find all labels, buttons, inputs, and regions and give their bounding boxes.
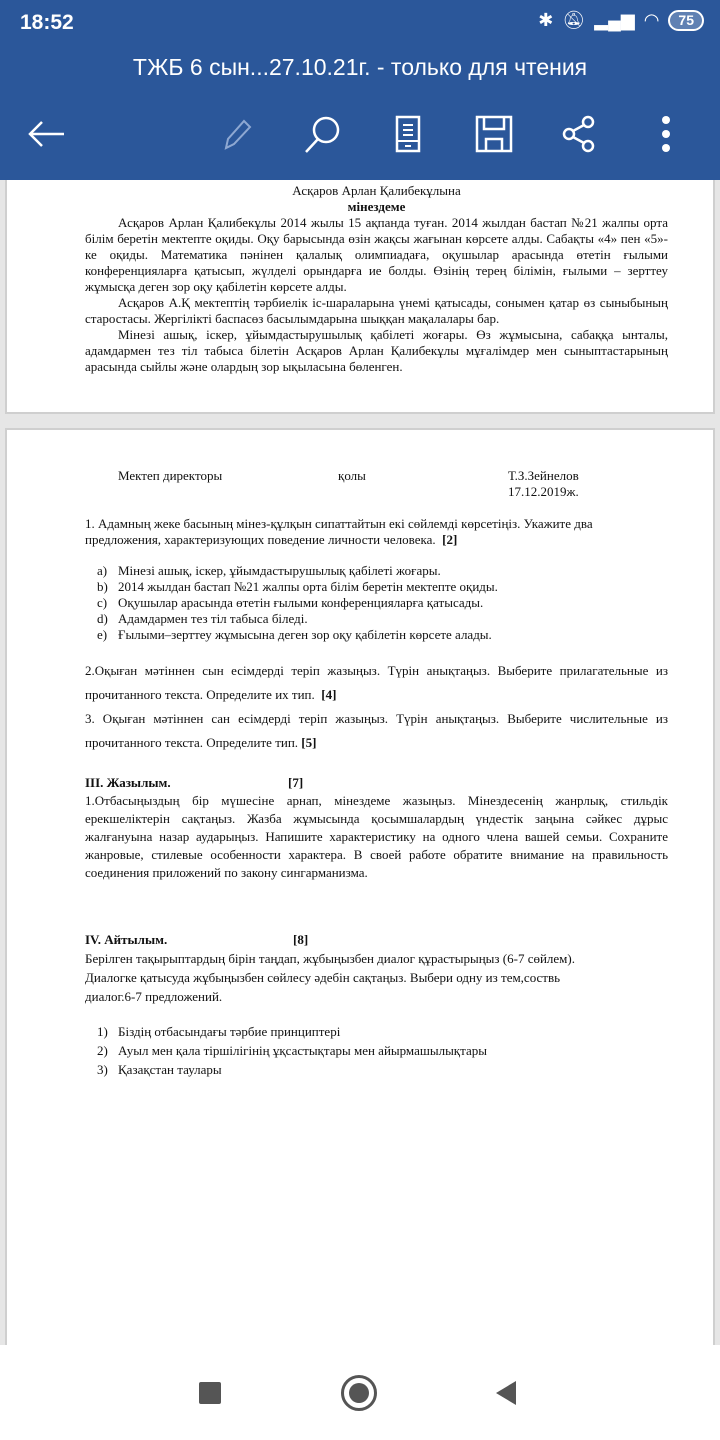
share-icon — [560, 114, 598, 154]
status-icons — [538, 10, 704, 31]
question-score: [2] — [442, 532, 458, 547]
back-icon — [26, 119, 66, 149]
page1-content — [85, 183, 668, 375]
share-button[interactable] — [557, 112, 601, 156]
option-item: d) Адамдармен тез тіл табыса біледі. — [97, 611, 308, 626]
document-title: ТЖБ 6 сын...27.10.21г. - только для чтения — [132, 54, 588, 80]
edit-button[interactable] — [214, 112, 258, 156]
question-text: 1. Адамның жеке басының мінез-құлқын сипаттайтын екі сөйлемді көрсетіңіз. Укажите два предложения, характеризующих поведение личности человека. — [85, 516, 593, 547]
mobile-view-button[interactable] — [386, 112, 430, 156]
back-nav-button[interactable] — [494, 1380, 518, 1406]
bluetooth-icon: ✱ — [538, 10, 554, 30]
question-text: 3. Оқыған мәтіннен сан есімдерді теріп жазыңыз. Түрін анықтаңыз. Выберите числительные из прочитанного текста. Определите тип. — [85, 711, 668, 750]
section-title: IV. Айтылым. — [85, 932, 168, 947]
status-time: 18:52 — [20, 11, 74, 34]
save-icon — [475, 115, 513, 153]
section-score: [7] — [288, 775, 304, 790]
home-button[interactable] — [341, 1375, 377, 1411]
recipient-name: Асқаров Арлан Қалибекұлына — [292, 183, 461, 198]
more-button[interactable] — [644, 112, 688, 156]
mute-bell-icon: 🔕︎ — [562, 10, 586, 30]
wifi-icon: ◠ — [643, 10, 660, 30]
section-line: диалог.6-7 предложений. — [85, 989, 223, 1004]
system-nav-bar — [0, 1345, 720, 1440]
recents-button[interactable] — [199, 1382, 221, 1404]
question-score: [5] — [301, 735, 317, 750]
section-writing — [85, 774, 668, 882]
topic-item: 1) Біздің отбасындағы тәрбие принциптері — [97, 1024, 341, 1039]
mobile-view-icon — [395, 115, 421, 153]
question-score: [4] — [321, 687, 337, 702]
section-line: Берілген тақырыптардың бірін таңдап, жұбыңызбен диалог құрастырыңыз (6-7 сөйлем). — [85, 951, 575, 966]
back-button[interactable] — [24, 112, 68, 156]
signature-name: Т.З.Зейнелов — [508, 468, 579, 483]
doc-heading: мінездеме — [347, 199, 406, 214]
paragraph: Асқаров А.Қ мектептің тәрбиелік іс-шараларына үнемі қатысады, сонымен қатар өз сыныбының старостасы. Жергілікті баспасөз басылымдарына шыққан мақалалары бар. — [85, 295, 668, 326]
edit-icon — [218, 116, 254, 152]
section-line: Диалогке қатысуда жұбыңызбен сөйлесу әдебін сақтаңыз. Выбери одну из тем,соствь — [85, 970, 561, 985]
search-icon — [302, 114, 342, 154]
option-item: c) Оқушылар арасында өтетін ғылыми конференцияларға қатысады. — [97, 595, 484, 610]
section-text: 1.Отбасыңыздың бір мүшесіне арнап, мінездеме жазыңыз. Мінездесенің жанрлық, стильдік ерекшеліктерін сақтаңыз. Жазба жұмысында қосымшалардың үндестік заңына сәйкес дұрыс жалғануына назар аударыңыз. Напишите характеристику на одного члена вашей семьи. Сохраните жанровые, стилевые особенности характера. В своей работе обратите внимание на правильность соединения приложений по закону сингарманизма. — [85, 793, 668, 880]
more-icon — [661, 115, 671, 153]
signature-sign: қолы — [338, 468, 366, 483]
app-header — [0, 0, 720, 180]
option-item: e) Ғылыми–зерттеу жұмысына деген зор оқу қабілетін көрсете алады. — [97, 627, 492, 642]
section-score: [8] — [293, 932, 309, 947]
signal-icon: ▂▄▆ — [594, 10, 635, 30]
topic-item: 2) Ауыл мен қала тіршілігінің ұқсастықтары мен айырмашылықтары — [97, 1043, 487, 1058]
search-button[interactable] — [300, 112, 344, 156]
signature-role: Мектеп директоры — [118, 468, 223, 483]
question-1 — [85, 516, 668, 643]
option-item: a) Мінезі ашық, іскер, ұйымдастырушылық қабілеті жоғары. — [97, 563, 441, 578]
question-2 — [85, 659, 668, 707]
option-item: b) 2014 жылдан бастап №21 жалпы орта білім беретін мектепте оқиды. — [97, 579, 498, 594]
signature-date: 17.12.2019ж. — [508, 484, 579, 499]
question-3 — [85, 707, 668, 755]
topic-item: 3) Қазақстан таулары — [97, 1062, 222, 1077]
save-button[interactable] — [472, 112, 516, 156]
section-speaking — [85, 930, 668, 1079]
paragraph: Мінезі ашық, іскер, ұйымдастырушылық қабілеті жоғары. Өз жұмысына, сабаққа ынталы, адамдармен тез тіл табыса білетін Асқаров Арлан Қалибекұлы мұғалімдер мен сыныптастарының арасында сыйлы және олардың зор ықыласына бөленген. — [85, 327, 668, 374]
paragraph: Асқаров Арлан Қалибекұлы 2014 жылы 15 ақпанда туған. 2014 жылдан бастап №21 жалпы орта білім беретін мектепте оқиды. Оқу барысында өзін жақсы жағынан көрсете алды. Сабақты «4» пен «5»-ке оқиды. Математика пәнінен қалалық олимпиадаға, оқушылар арасында өтетін ғылыми конференцияларға қатысып, жүлделі орындарға ие болды. Өзінің терең білімін, ғылыми – зерттеу жұмысқа деген зор оқу қабілетін көрсете алды. — [85, 215, 668, 294]
question-text: 2.Оқыған мәтіннен сын есімдерді теріп жазыңыз. Түрін анықтаңыз. Выберите прилагательные из прочитанного текста. Определите их тип. — [85, 663, 668, 702]
battery-icon: 75 — [668, 10, 704, 31]
section-title: III. Жазылым. — [85, 775, 171, 790]
